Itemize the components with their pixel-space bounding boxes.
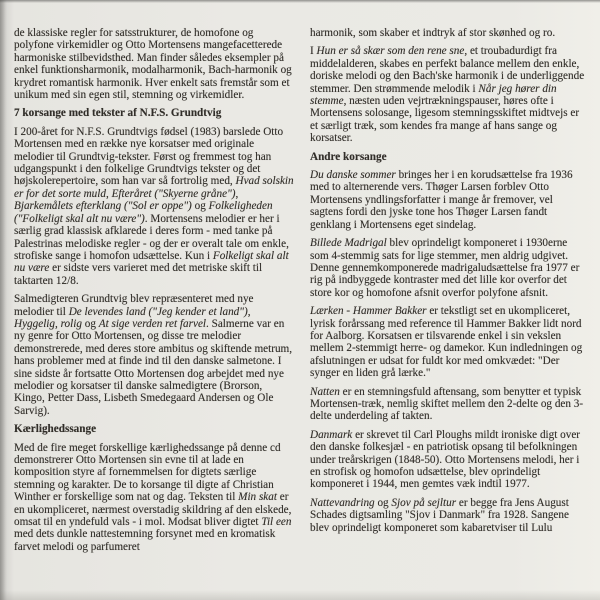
text-run: , et troubadurdigt fra middelalderen, skabes en perfekt balance mellem den enkle, doriske melodi og den Bach'ske harmonik i de underliggende stemmer. Den strømmende melodik i [310,45,585,95]
work-title: Folkeligt skal alt nu være [14,249,289,275]
text-run: . Mortensens melodier er her i særlig grad klassisk afklarede i deres form - med tanke på Palestrinas melodiske regler - og der er overalt tale om enkle, strofiske sange i homofon udsættelse. Kun i [14,212,289,262]
work-title: Efteråret ("Skyerne gråne") [111,187,236,200]
work-title: Bjarkemålets efterklang ("Sol er oppe") [14,200,192,213]
text-run: Kærlighedssange [14,423,97,436]
paragraph [14,442,295,554]
section-heading [14,107,295,119]
scan-edge-top [0,0,600,3]
text-run: Andre korsange [310,150,387,163]
work-title: At sige verden ret farvel [98,317,207,330]
text-run: , [247,305,251,318]
paragraph [310,497,588,534]
work-title: Du danske sommer [310,169,396,182]
text-run: , [105,187,112,200]
paragraph [310,305,588,379]
text-run: og [191,200,209,213]
work-title: De levendes land ("Jeg kender et land") [68,305,248,318]
work-title: Folkeligheden ("Folkeligt skal alt nu være") [14,200,273,225]
work-title: Til een [261,516,292,529]
work-title: Når jeg hører din stemme [310,82,557,108]
text-run: er skrevet til Carl Ploughs mildt ironiske digt over den danske folkesjæl - en patriotisk opsang til befolkningen under treårskrigen (1848-50). Otto Mortensens melodi, her i en strofisk og homofon udsættelse, blev oprindeligt komponeret i 1944, men gemtes væk indtil 1977. [310,428,581,491]
text-run: Med de fire meget forskellige kærlighedssange på denne cd demonstrerer Otto Mortensen sin evne til at lade en komposition styre af fornemmelsen for digtets særlige stemning og karakter. De to korsange til digte af Christian Winther er forskellige som nat og dag. Teksten til [14,441,281,504]
paragraph [310,27,588,39]
text-run: de klassiske regler for satsstrukturer, de homofone og polyfone virkemidler og Otto Mortensens mangefacetterede harmoniske stilbevidsthed. Man finder således eksempler på enkel funktionsharmonik, modalharmonik, Bach-harmonik og krydret romantisk harmonik. Hver enkelt sats fremstår som et unikum med sin egen stil, stemning og virkemidler. [14,27,292,102]
work-title: Danmark [310,428,353,441]
text-run: , [235,187,239,200]
text-run: med dets dunkle nattestemning forsynet med en kromatisk farvet melodi og parfumeret [14,528,276,553]
text-run: er en ukompliceret, nærmest overstadig skildring af den elskede, omsat til en yndefuld vals - i mol. Modsat bliver digtet [14,491,292,529]
section-heading [14,423,295,435]
work-title: Lærken - Hammer Bakker [310,305,427,318]
text-run: er tekstligt set en ukompliceret, lyrisk forårssang med reference til Hammer Bakker lidt nord for Aalborg. Korsatsen er tilsvarende enkel i sin vekslen mellem 2-stemmigt herre- og damekor. Kun indledningen og afslutningen er udsat for fuldt kor med omkvædet: "Der synger en liden grå lærke." [310,305,583,380]
text-run: Salmedigteren Grundtvig blev repræsenteret med nye melodier til [14,293,254,318]
scan-edge-left [0,0,7,600]
paragraph [310,169,588,231]
text-run: 7 korsange med tekster af N.F.S. Grundtvig [14,107,222,120]
text-run: og [81,317,99,330]
paragraph [310,237,588,299]
work-title: Nattevandring [310,496,375,509]
text-run: I [310,45,317,58]
paragraph [310,429,588,491]
paragraph [310,45,588,144]
paragraph [14,27,295,101]
work-title: Hyggelig, rolig [14,317,82,330]
text-run: er sidste vers varieret med det metriske skift til taktarten 12/8. [14,262,263,287]
section-heading [310,151,588,163]
work-title: Hun er så skær som den rene sne [316,45,465,58]
work-title: Min skat [238,491,277,504]
right-text-column [310,27,588,540]
work-title: Hvad solskin er for det sorte muld [14,175,294,200]
text-run: . Salmerne var en ny genre for Otto Mortensen, og disse tre melodier demonstrerede, med deres store ambitus og skiftende metrum, hans problemer med at finde ind til den danske salmetone. I sine sidste år fortsatte Otto Mortensen dog arbejdet med nye melodier og korsatser til danske salmedigtere (Brorson, Kingo, Petter Dass, Lisbeth Smedegaard Andersen og Ole Sarvig). [14,317,293,417]
work-title: Billede Madrigal [310,237,387,250]
text-run: , næsten uden vejrtrækningspauser, høres ofte i Mortensens solosange, ligesom stemningsskiftet midtvejs er et særligt træk, som kendes fra mange af hans sange og korsatser. [310,95,580,145]
text-run: harmonik, som skaber et indtryk af stor skønhed og ro. [310,27,556,39]
text-run: I 200-året for N.F.S. Grundtvigs fødsel (1983) barslede Otto Mortensen med en række nye korsatser med originale melodier til Grundtvig-tekster. Først og fremmest tog han udgangspunkt i den folkelige Grundtvigs tekster og det højskolerepertoire, som han var så fortrolig med, [14,125,284,188]
left-text-column [14,27,295,559]
scan-edge-bottom [0,590,600,600]
text-run: er en stemningsfuld aftensang, som benytter et typisk Mortensen-træk, nemlig skiftet mellem den 2-delte og den 3-delte underdeling af takten. [310,385,584,423]
work-title: Natten [310,385,340,398]
paragraph [14,126,295,287]
text-run: og [374,496,392,509]
paragraph [14,293,295,417]
text-run: er begge fra Jens August Schades digtsamling "Sjov i Danmark" fra 1928. Sangene blev oprindeligt komponeret som kabaretviser til Lulu [310,496,569,534]
paragraph [310,386,588,423]
text-run: bringes her i en korudsættelse fra 1936 med to alternerende vers. Thøger Larsen forblev Otto Mortensens yndlingsforfatter i mange år fremover, vel sagtens fordi den jyske tone hos Thøger Larsen fandt genklang i Mortensens eget sindelag. [310,169,573,231]
work-title: Sjov på sejltur [391,496,457,509]
text-run: blev oprindeligt komponeret i 1930erne som 4-stemmig sats for lige stemmer, men aldrig udgivet. Denne gennemkomponerede madrigaludsættelse fra 1977 er rig på indbyggede kontraster med det lille kor overfor det store kor og homofone afsnit overfor polyfone afsnit. [310,237,580,299]
